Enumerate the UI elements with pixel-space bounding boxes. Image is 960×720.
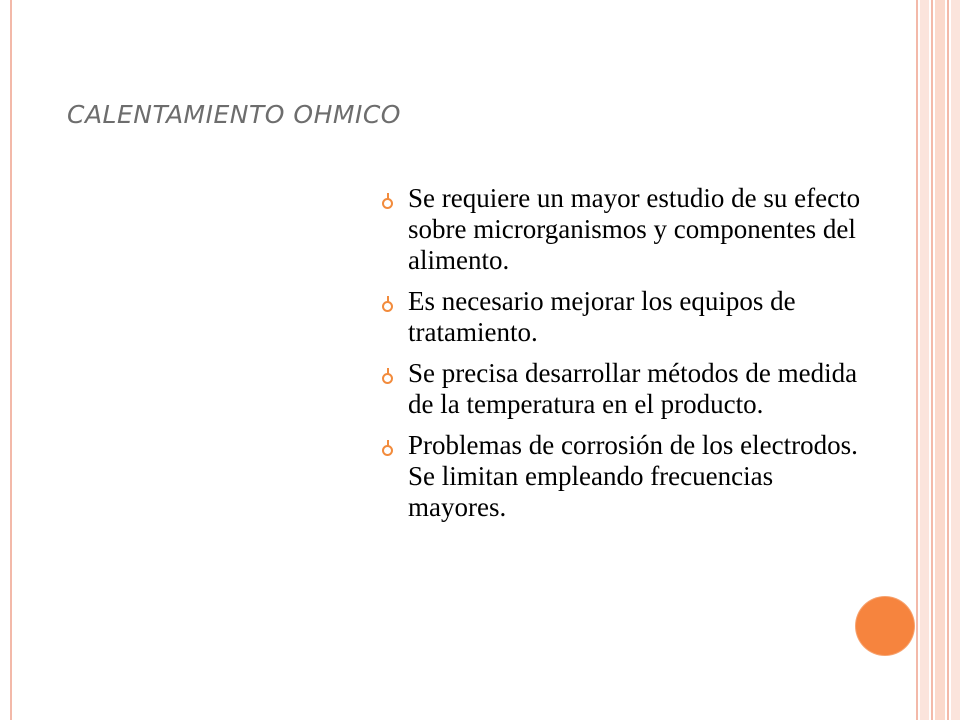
right-stripe (935, 0, 945, 720)
bullet-icon (382, 373, 393, 384)
bullet-list (380, 183, 870, 533)
bullet-item (380, 430, 870, 523)
slide-title: CALENTAMIENTO OHMICO (67, 100, 401, 129)
right-stripe (951, 0, 960, 720)
bullet-item (380, 286, 870, 348)
right-stripe (920, 0, 929, 720)
bullet-icon (382, 301, 393, 312)
bullet-item (380, 183, 870, 276)
bullet-item (380, 358, 870, 420)
bullet-icon (382, 198, 393, 209)
bullet-text: Se precisa desarrollar métodos de medida de la temperatura en el producto. (408, 358, 858, 419)
bullet-text: Se requiere un mayor estudio de su efecto sobre microrganismos y componentes del alimento. (408, 183, 861, 275)
bullet-text: Es necesario mejorar los equipos de tratamiento. (408, 286, 796, 347)
bullet-text: Problemas de corrosión de los electrodos. Se limitan empleando frecuencias mayores. (408, 430, 858, 522)
bullet-icon (382, 445, 393, 456)
orange-circle-icon (856, 597, 914, 655)
right-stripe (931, 0, 933, 720)
right-stripe (947, 0, 949, 720)
